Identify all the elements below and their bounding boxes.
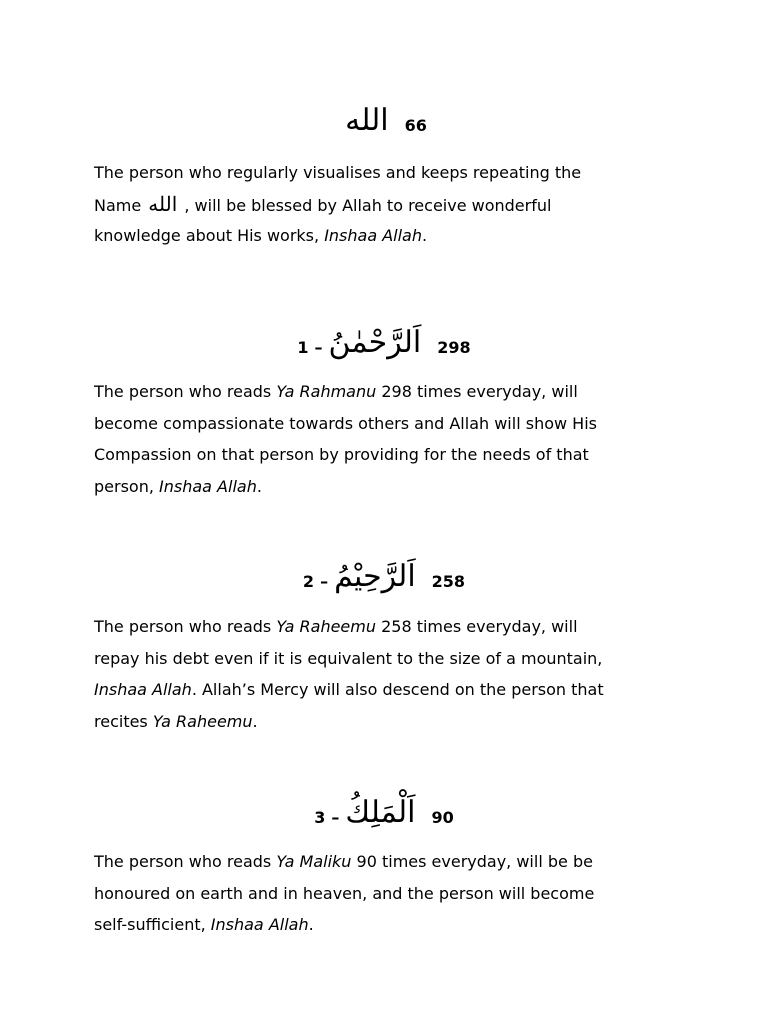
text-run: . xyxy=(252,711,258,731)
paragraph-line xyxy=(94,408,694,440)
text-run: person, xyxy=(94,476,160,496)
heading-number: 90 xyxy=(431,808,454,827)
text-run: . xyxy=(256,476,262,496)
paragraph-line xyxy=(94,909,694,941)
heading-number: 66 xyxy=(404,116,427,135)
text-run: 258 times everyday, will xyxy=(376,617,578,636)
italic-text-run: Inshaa Allah xyxy=(210,915,309,934)
arabic-name-al-malik: اَلْمَلِكُ xyxy=(345,795,416,830)
section-heading-al-malik xyxy=(0,795,768,830)
paragraph-line xyxy=(94,189,694,221)
heading-index: 1 xyxy=(297,338,309,357)
paragraph-line xyxy=(94,878,694,910)
text-run: , will be blessed by Allah to receive wonderful xyxy=(179,195,552,215)
text-run: recites xyxy=(94,711,153,731)
paragraph-line xyxy=(94,157,694,189)
heading-number: 298 xyxy=(437,338,471,357)
text-run: The person who reads xyxy=(94,617,277,636)
italic-text-run: Inshaa Allah xyxy=(324,226,422,245)
paragraph-line xyxy=(94,643,694,675)
italic-text-run: Ya Raheemu xyxy=(276,617,376,636)
italic-text-run: Ya Maliku xyxy=(276,852,352,871)
paragraph-line xyxy=(94,471,694,503)
paragraph-line xyxy=(94,846,694,878)
text-run: . Allah’s Mercy will also descend on the person that xyxy=(191,680,604,699)
text-run: The person who reads xyxy=(94,852,277,871)
heading-dash: – xyxy=(331,808,340,827)
text-run: knowledge about His works, xyxy=(94,226,325,245)
inline-arabic-name: الله xyxy=(148,191,178,216)
paragraph-line xyxy=(94,674,694,706)
italic-text-run: Inshaa Allah xyxy=(159,476,257,496)
section-paragraph-ar-rahman xyxy=(94,376,694,502)
text-run: Compassion on that person by providing for the needs of that xyxy=(94,445,589,464)
text-run: self-sufficient, xyxy=(94,915,211,934)
arabic-name-ar-raheem: اَلرَّحِيْمُ xyxy=(334,559,416,594)
text-run: become compassionate towards others and Allah will show His xyxy=(94,413,597,433)
text-run: 298 times everyday, will xyxy=(376,382,578,401)
text-run: The person who reads xyxy=(94,382,277,401)
heading-dash: – xyxy=(320,572,329,591)
text-run: 90 times everyday, will be be xyxy=(351,852,593,871)
text-run: repay his debt even if it is equivalent to the size of a mountain, xyxy=(94,648,603,668)
italic-text-run: Ya Raheemu xyxy=(152,711,253,731)
heading-index: 2 xyxy=(302,572,315,591)
section-heading-ar-rahman xyxy=(0,325,768,360)
paragraph-line xyxy=(94,706,694,738)
text-run: . xyxy=(422,226,428,245)
paragraph-line xyxy=(94,439,694,471)
text-run: The person who regularly visualises and keeps repeating the xyxy=(94,163,582,182)
heading-dash: – xyxy=(314,338,323,357)
text-run: . xyxy=(308,915,314,934)
italic-text-run: Inshaa Allah xyxy=(94,680,192,699)
section-paragraph-ar-raheem xyxy=(94,611,694,737)
section-paragraph-al-malik xyxy=(94,846,694,941)
section-paragraph-allah xyxy=(94,157,694,252)
paragraph-line xyxy=(94,220,694,252)
paragraph-line xyxy=(94,376,694,408)
paragraph-line xyxy=(94,611,694,643)
heading-index: 3 xyxy=(314,808,326,827)
arabic-name-ar-rahman: اَلرَّحْمٰنُ xyxy=(328,325,422,360)
italic-text-run: Ya Rahmanu xyxy=(276,382,377,401)
text-run: Name xyxy=(94,195,147,215)
section-heading-ar-raheem xyxy=(0,559,768,594)
section-heading-allah xyxy=(0,103,768,138)
text-run: honoured on earth and in heaven, and the person will become xyxy=(94,883,595,903)
heading-number: 258 xyxy=(431,572,466,591)
arabic-name-allah: الله xyxy=(345,103,389,138)
